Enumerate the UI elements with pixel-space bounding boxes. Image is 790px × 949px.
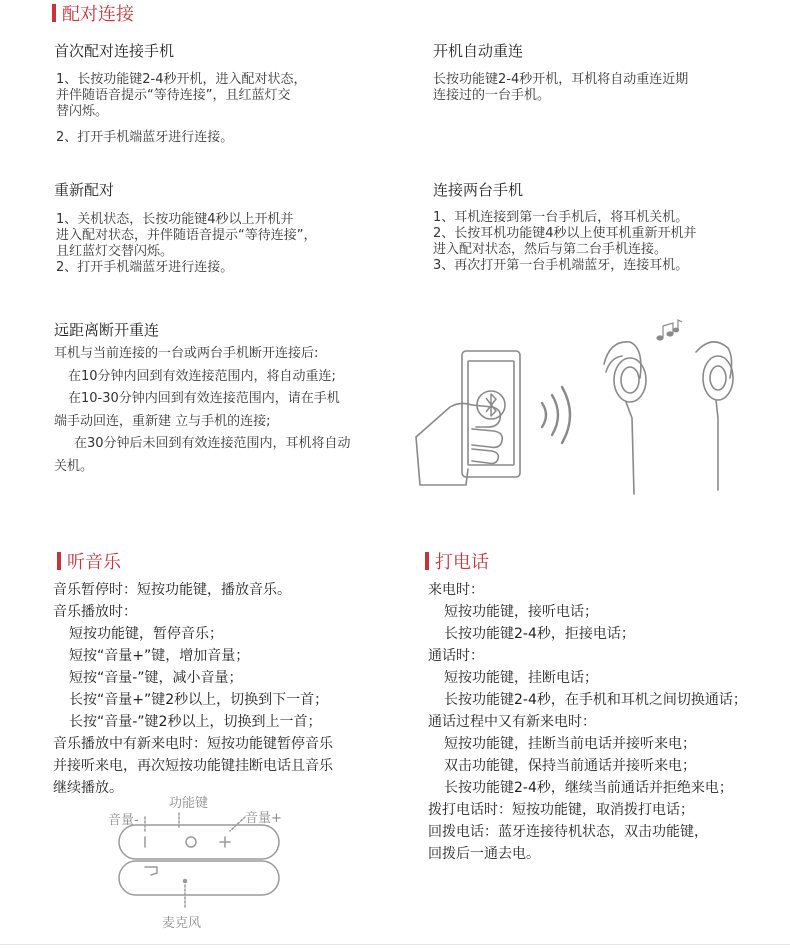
far-reconnect-body — [54, 343, 404, 478]
earphones-illustration — [600, 318, 760, 498]
label-volume-minus: 音量- — [108, 813, 139, 828]
volume-plus-key-icon — [220, 837, 230, 847]
text-line: 2、打开手机端蓝牙进行连接。 — [56, 260, 234, 275]
instruction-line: 来电时： — [428, 582, 484, 598]
section-title-bar — [425, 552, 429, 570]
instruction-line: 短按“音量-”键，减小音量； — [69, 670, 243, 686]
instruction-line: 长按功能键2-4秒，拒接电话； — [444, 626, 635, 642]
text-line: 3、再次打开第一台手机端蓝牙，连接耳机。 — [433, 258, 689, 273]
text-line: 长按功能键2-4秒开机，耳机将自动重连近期 — [433, 72, 689, 87]
first-pair-step1 — [56, 72, 386, 120]
heading-far-reconnect: 远距离断开重连 — [54, 321, 160, 339]
remote-diagram — [115, 805, 285, 915]
instruction-line: 音乐播放中有新来电时：短按功能键暂停音乐 — [53, 736, 333, 752]
section-title-music-text: 听音乐 — [67, 552, 121, 573]
instruction-line: 音乐暂停时：短按功能键，播放音乐。 — [53, 582, 291, 598]
instruction-line: 双击功能键，保持当前通话并接听来电； — [444, 758, 696, 774]
text-line: 在30分钟后未回到有效连接范围内，耳机将自动 — [74, 436, 351, 451]
first-pair-step2: 2、打开手机端蓝牙进行连接。 — [56, 130, 234, 145]
microphone-hole-icon — [184, 880, 187, 883]
heading-two-phones: 连接两台手机 — [433, 181, 524, 199]
section-title-music — [57, 548, 121, 574]
signal-waves-icon — [542, 387, 570, 443]
instruction-line: 通话时： — [428, 648, 484, 664]
instruction-line: 短按功能键，接听电话； — [444, 604, 598, 620]
text-line: 进入配对状态，并伴随语音提示“等待连接”， — [56, 228, 317, 243]
bottom-divider — [0, 944, 790, 945]
label-function-key: 功能键 — [169, 796, 209, 811]
instruction-line: 音乐播放时： — [53, 604, 137, 620]
text-line: 进入配对状态，然后与第二台手机连接。 — [433, 242, 668, 257]
instruction-line: 长按“音量+”键2秒以上，切换到下一首； — [69, 692, 329, 708]
instruction-line: 长按功能键2-4秒，继续当前通话并拒绝来电； — [444, 780, 733, 796]
repair-body — [56, 212, 396, 276]
section-title-pairing-text: 配对连接 — [62, 4, 134, 25]
text-line: 并伴随语音提示“等待连接”，且红蓝灯交 — [56, 88, 291, 103]
label-microphone: 麦克风 — [162, 916, 202, 931]
section-title-call — [425, 548, 489, 574]
call-instructions — [428, 579, 783, 865]
label-volume-plus: 音量+ — [245, 811, 282, 826]
auto-reconnect-body — [433, 72, 773, 104]
text-line: 在10分钟内回到有效连接范围内，将自动重连; — [68, 368, 336, 384]
section-title-pairing — [52, 0, 134, 26]
text-line: 且红蓝灯交替闪烁。 — [56, 244, 174, 259]
instruction-line: 通话过程中又有新来电时： — [428, 714, 596, 730]
section-title-bar — [52, 4, 56, 22]
text-line: 替闪烁。 — [56, 104, 109, 119]
two-phones-body — [433, 210, 778, 274]
instruction-line: 短按功能键，暂停音乐； — [69, 626, 223, 642]
function-key-icon — [186, 837, 196, 847]
instruction-line: 短按功能键，挂断电话； — [444, 670, 598, 686]
music-instructions — [53, 579, 413, 799]
instruction-line: 拨打电话时：短按功能键，取消拨打电话； — [428, 802, 694, 818]
phone-bluetooth-illustration — [410, 345, 580, 495]
section-title-call-text: 打电话 — [435, 552, 489, 573]
text-line: 关机。 — [54, 458, 94, 474]
heading-first-pair: 首次配对连接手机 — [54, 42, 175, 60]
instruction-line: 长按功能键2-4秒，在手机和耳机之间切换通话； — [444, 692, 747, 708]
instruction-line: 长按“音量-”键2秒以上，切换到上一首； — [69, 714, 322, 730]
music-note-icon — [657, 320, 682, 340]
text-line: 在10-30分钟内回到有效连接范围内，请在手机 — [68, 391, 340, 406]
heading-repair: 重新配对 — [54, 181, 115, 199]
section-title-bar — [57, 552, 61, 570]
text-line: 2、长按耳机功能键4秒以上使耳机重新开机并 — [433, 226, 697, 241]
instruction-line: 回拨后一通去电。 — [428, 846, 540, 862]
instruction-line: 继续播放。 — [53, 780, 123, 796]
heading-auto-reconnect: 开机自动重连 — [433, 42, 524, 60]
text-line: 端手动回连，重新建 立与手机的连接; — [54, 413, 271, 429]
instruction-line: 并接听来电，再次短按功能键挂断电话且音乐 — [53, 758, 333, 774]
text-line: 1、关机状态，长按功能键4秒以上开机并 — [56, 212, 294, 227]
text-line: 连接过的一台手机。 — [433, 88, 551, 103]
instruction-line: 短按“音量+”键，增加音量； — [69, 648, 250, 664]
instruction-line: 回拨电话：蓝牙连接待机状态，双击功能键， — [428, 824, 708, 840]
instruction-line: 短按功能键，挂断当前电话并接听来电； — [444, 736, 696, 752]
text-line: 1、耳机连接到第一台手机后，将耳机关机。 — [433, 210, 689, 225]
text-line: 耳机与当前连接的一台或两台手机断开连接后: — [54, 346, 319, 361]
text-line: 1、长按功能键2-4秒开机，进入配对状态， — [56, 72, 307, 87]
